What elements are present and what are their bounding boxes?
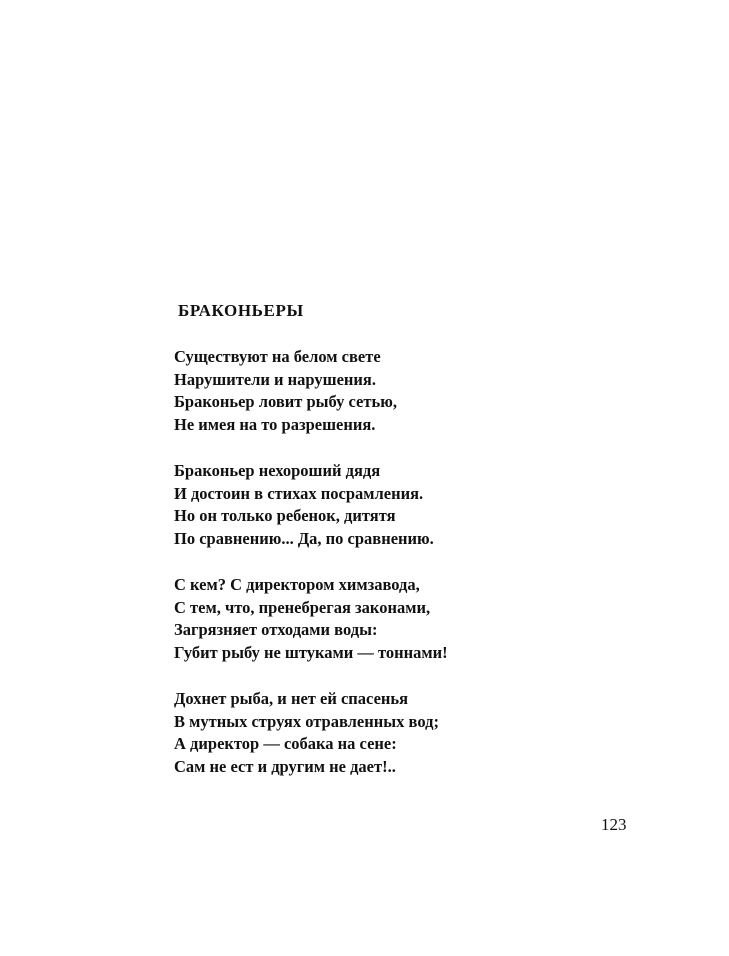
poem-line: С тем, что, пренебрегая законами, [174, 597, 431, 617]
poem-line: Сам не ест и другим не дает!.. [174, 756, 396, 776]
poem-line: Браконьер нехороший дядя [174, 461, 381, 480]
stanza-2 [174, 460, 594, 550]
stanza-1 [174, 346, 594, 436]
poem-line: В мутных струях отравленных вод; [174, 711, 439, 731]
poem-line: Дохнет рыба, и нет ей спасенья [174, 689, 409, 708]
poem-line: А директор — собака на сене: [174, 734, 397, 753]
poem-line: Не имея на то разрешения. [174, 414, 376, 434]
poem-line: Но он только ребенок, дитятя [174, 506, 396, 525]
page-number: 123 [601, 815, 627, 834]
poem-body [174, 346, 594, 802]
poem-line: С кем? С директором химзавода, [174, 575, 420, 594]
stanza-4 [174, 688, 594, 778]
poem-title: БРАКОНЬЕРЫ [178, 301, 304, 320]
stanza-3 [174, 574, 594, 664]
poem-line: Браконьер ловит рыбу сетью, [174, 392, 397, 411]
poem-line: И достоин в стихах посрамления. [174, 483, 424, 503]
poem-line: Загрязняет отходами воды: [174, 620, 378, 639]
poem-line: По сравнению... Да, по сравнению. [174, 528, 434, 548]
poem-line: Нарушители и нарушения. [174, 369, 376, 389]
poem-line: Губит рыбу не штуками — тоннами! [174, 642, 448, 662]
poem-line: Существуют на белом свете [174, 347, 381, 366]
